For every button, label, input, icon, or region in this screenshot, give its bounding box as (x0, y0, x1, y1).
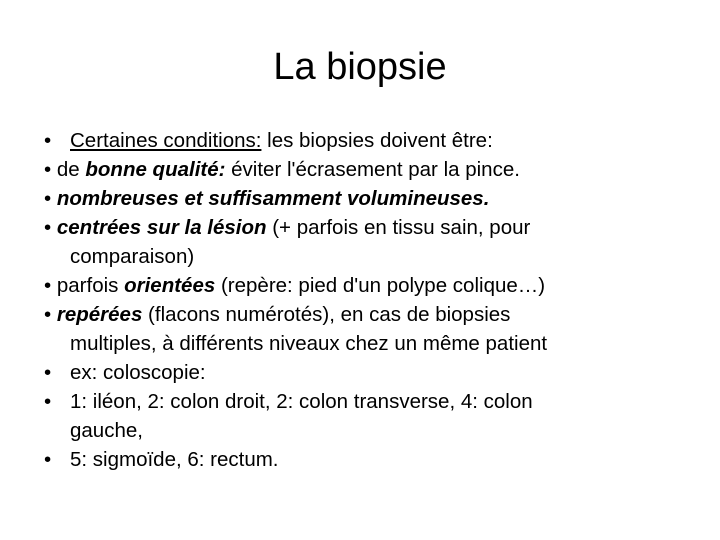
labeled-emphasis: repérées (56, 303, 143, 326)
bullet-line-oriented (44, 271, 684, 300)
bullet-line-sites-1-cont: gauche, (70, 419, 143, 442)
conditions-heading: Certaines conditions: (70, 129, 262, 152)
sites-text-2: 5: sigmoïde, 6: rectum. (70, 448, 279, 471)
bullet-prefix: • (44, 216, 57, 239)
labeled-text: (flacons numérotés), en cas de biopsies (142, 303, 511, 326)
bullet-line-numerous (44, 184, 684, 213)
bullet-prefix: • de (44, 158, 86, 181)
bullet-line-sites-2 (44, 445, 684, 474)
bullet-line-example (44, 358, 684, 387)
conditions-text: les biopsies doivent être: (261, 129, 493, 152)
bullet-line-sites-1 (44, 387, 684, 416)
bullet-dot: • (44, 129, 52, 152)
bullet-prefix: • parfois (44, 274, 125, 297)
bullet-prefix: • (44, 187, 57, 210)
centered-text: (+ parfois en tissu sain, pour (266, 216, 531, 239)
oriented-emphasis: orientées (124, 274, 216, 297)
sites-text: 1: iléon, 2: colon droit, 2: colon transverse, 4: colon (70, 390, 533, 413)
bullet-line-labeled-cont: multiples, à différents niveaux chez un même patient (70, 332, 548, 355)
bullet-dot: • (44, 361, 52, 384)
bullet-line-quality (44, 155, 684, 184)
centered-emphasis: centrées sur la lésion (56, 216, 267, 239)
slide-body (44, 126, 684, 474)
bullet-dot: • (44, 448, 52, 471)
quality-text: éviter l'écrasement par la pince. (225, 158, 520, 181)
bullet-line-centered (44, 213, 684, 242)
example-text: ex: coloscopie: (70, 361, 206, 384)
quality-emphasis: bonne qualité: (85, 158, 226, 181)
slide-title: La biopsie (273, 46, 447, 88)
bullet-line-conditions (44, 126, 684, 155)
numerous-emphasis: nombreuses et suffisamment volumineuses. (56, 187, 490, 210)
bullet-line-labeled (44, 300, 684, 329)
oriented-text: (repère: pied d'un polype colique…) (215, 274, 546, 297)
bullet-prefix: • (44, 303, 57, 326)
bullet-dot: • (44, 390, 52, 413)
bullet-line-centered-cont: comparaison) (70, 245, 195, 268)
